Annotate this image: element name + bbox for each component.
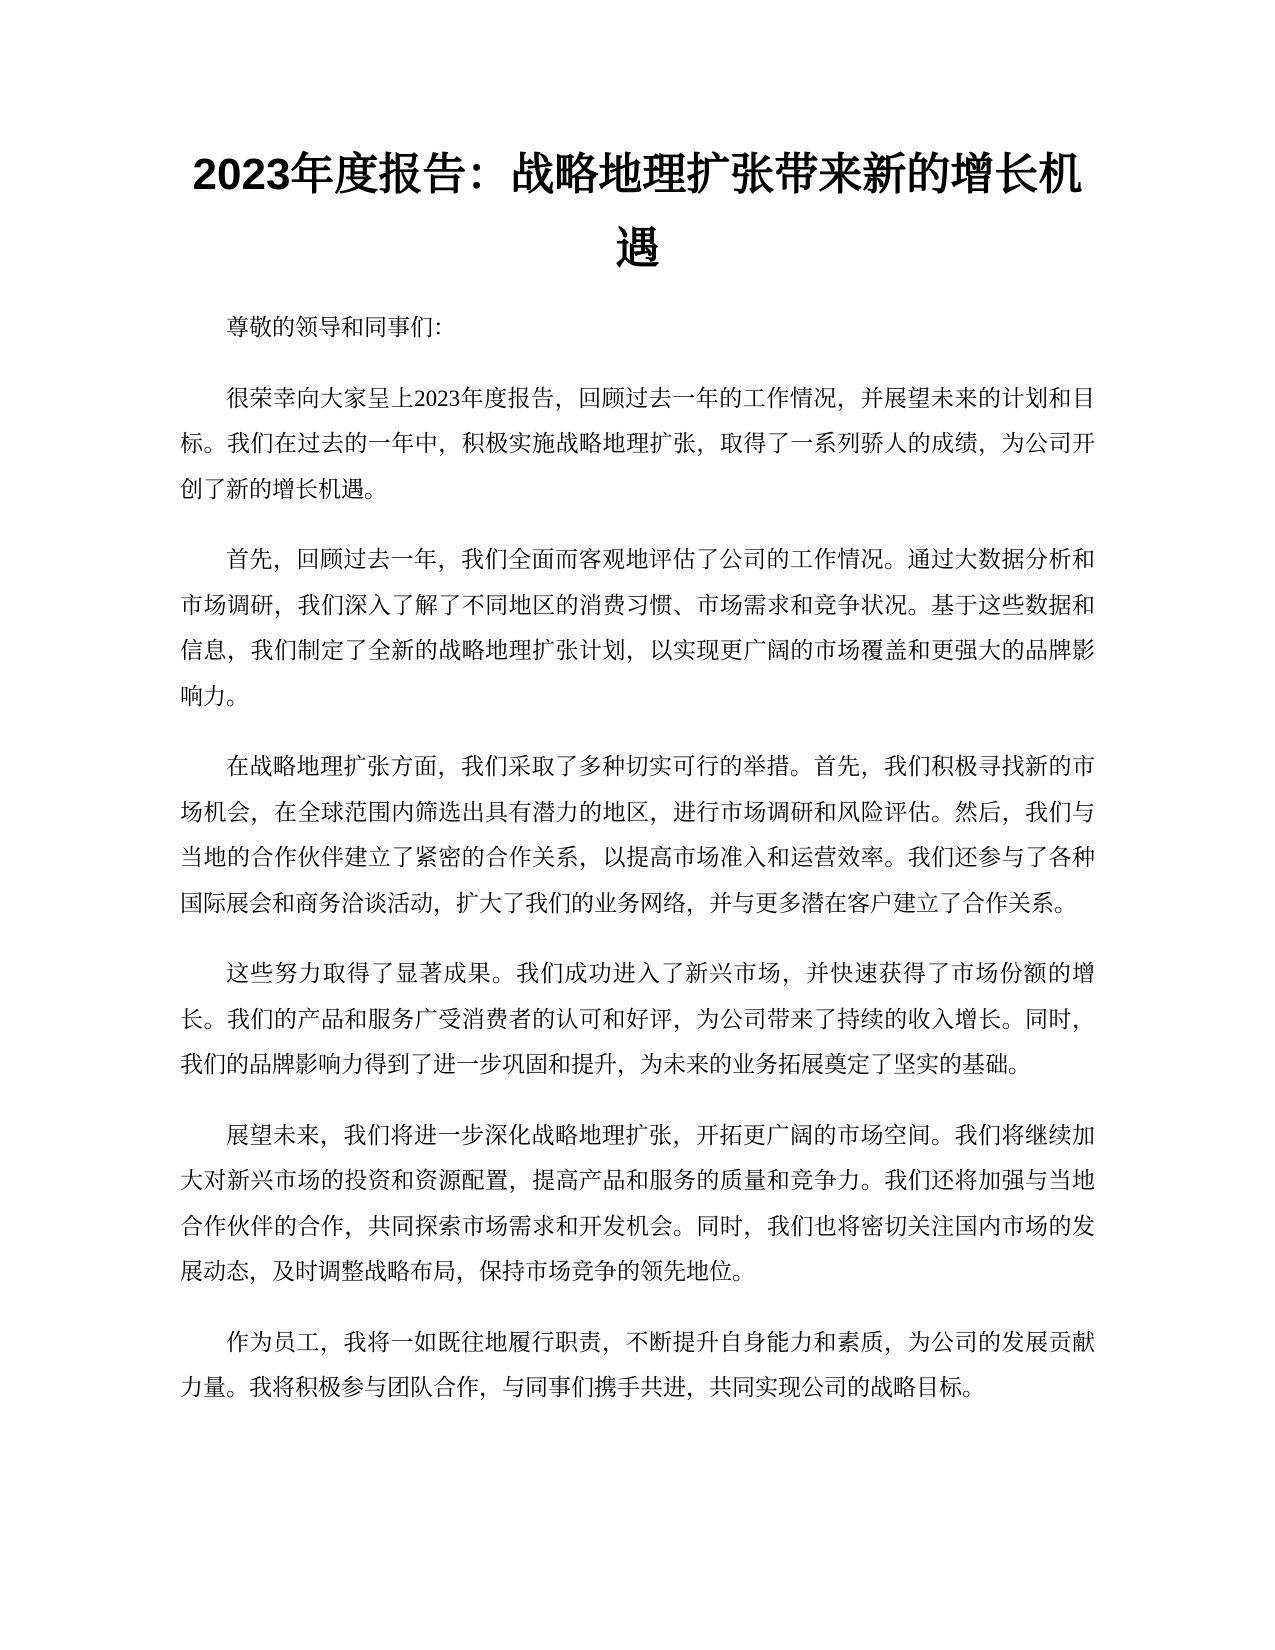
results-paragraph: 这些努力取得了显著成果。我们成功进入了新兴市场，并快速获得了市场份额的增长。我们的产品和服务广受消费者的认可和好评，为公司带来了持续的收入增长。同时，我们的品牌影响力得到了进一步巩固和提升，为未来的业务拓展奠定了坚实的基础。 xyxy=(180,961,1095,1077)
review-paragraph: 首先，回顾过去一年，我们全面而客观地评估了公司的工作情况。通过大数据分析和市场调研，我们深入了解了不同地区的消费习惯、市场需求和竞争状况。基于这些数据和信息，我们制定了全新的战略地理扩张计划，以实现更广阔的市场覆盖和更强大的品牌影响力。 xyxy=(180,547,1095,709)
document-title: 2023年度报告：战略地理扩张带来新的增长机遇 xyxy=(192,150,1083,273)
outlook-paragraph: 展望未来，我们将进一步深化战略地理扩张，开拓更广阔的市场空间。我们将继续加大对新兴市场的投资和资源配置，提高产品和服务的质量和竞争力。我们还将加强与当地合作伙伴的合作，共同探索市场需求和开发机会。同时，我们也将密切关注国内市场的发展动态，及时调整战略布局，保持市场竞争的领先地位。 xyxy=(180,1122,1095,1284)
intro-paragraph: 很荣幸向大家呈上2023年度报告，回顾过去一年的工作情况，并展望未来的计划和目标。我们在过去的一年中，积极实施战略地理扩张，取得了一系列骄人的成绩，为公司开创了新的增长机遇。 xyxy=(180,385,1095,502)
document-body xyxy=(180,305,1095,1436)
commitment-paragraph: 作为员工，我将一如既往地履行职责，不断提升自身能力和素质，为公司的发展贡献力量。我将积极参与团队合作，与同事们携手共进，共同实现公司的战略目标。 xyxy=(180,1329,1095,1400)
salutation-paragraph: 尊敬的领导和同事们： xyxy=(226,315,456,340)
measures-paragraph: 在战略地理扩张方面，我们采取了多种切实可行的举措。首先，我们积极寻找新的市场机会，在全球范围内筛选出具有潜力的地区，进行市场调研和风险评估。然后，我们与当地的合作伙伴建立了紧密的合作关系，以提高市场准入和运营效率。我们还参与了各种国际展会和商务洽谈活动，扩大了我们的业务网络，并与更多潜在客户建立了合作关系。 xyxy=(180,754,1095,916)
